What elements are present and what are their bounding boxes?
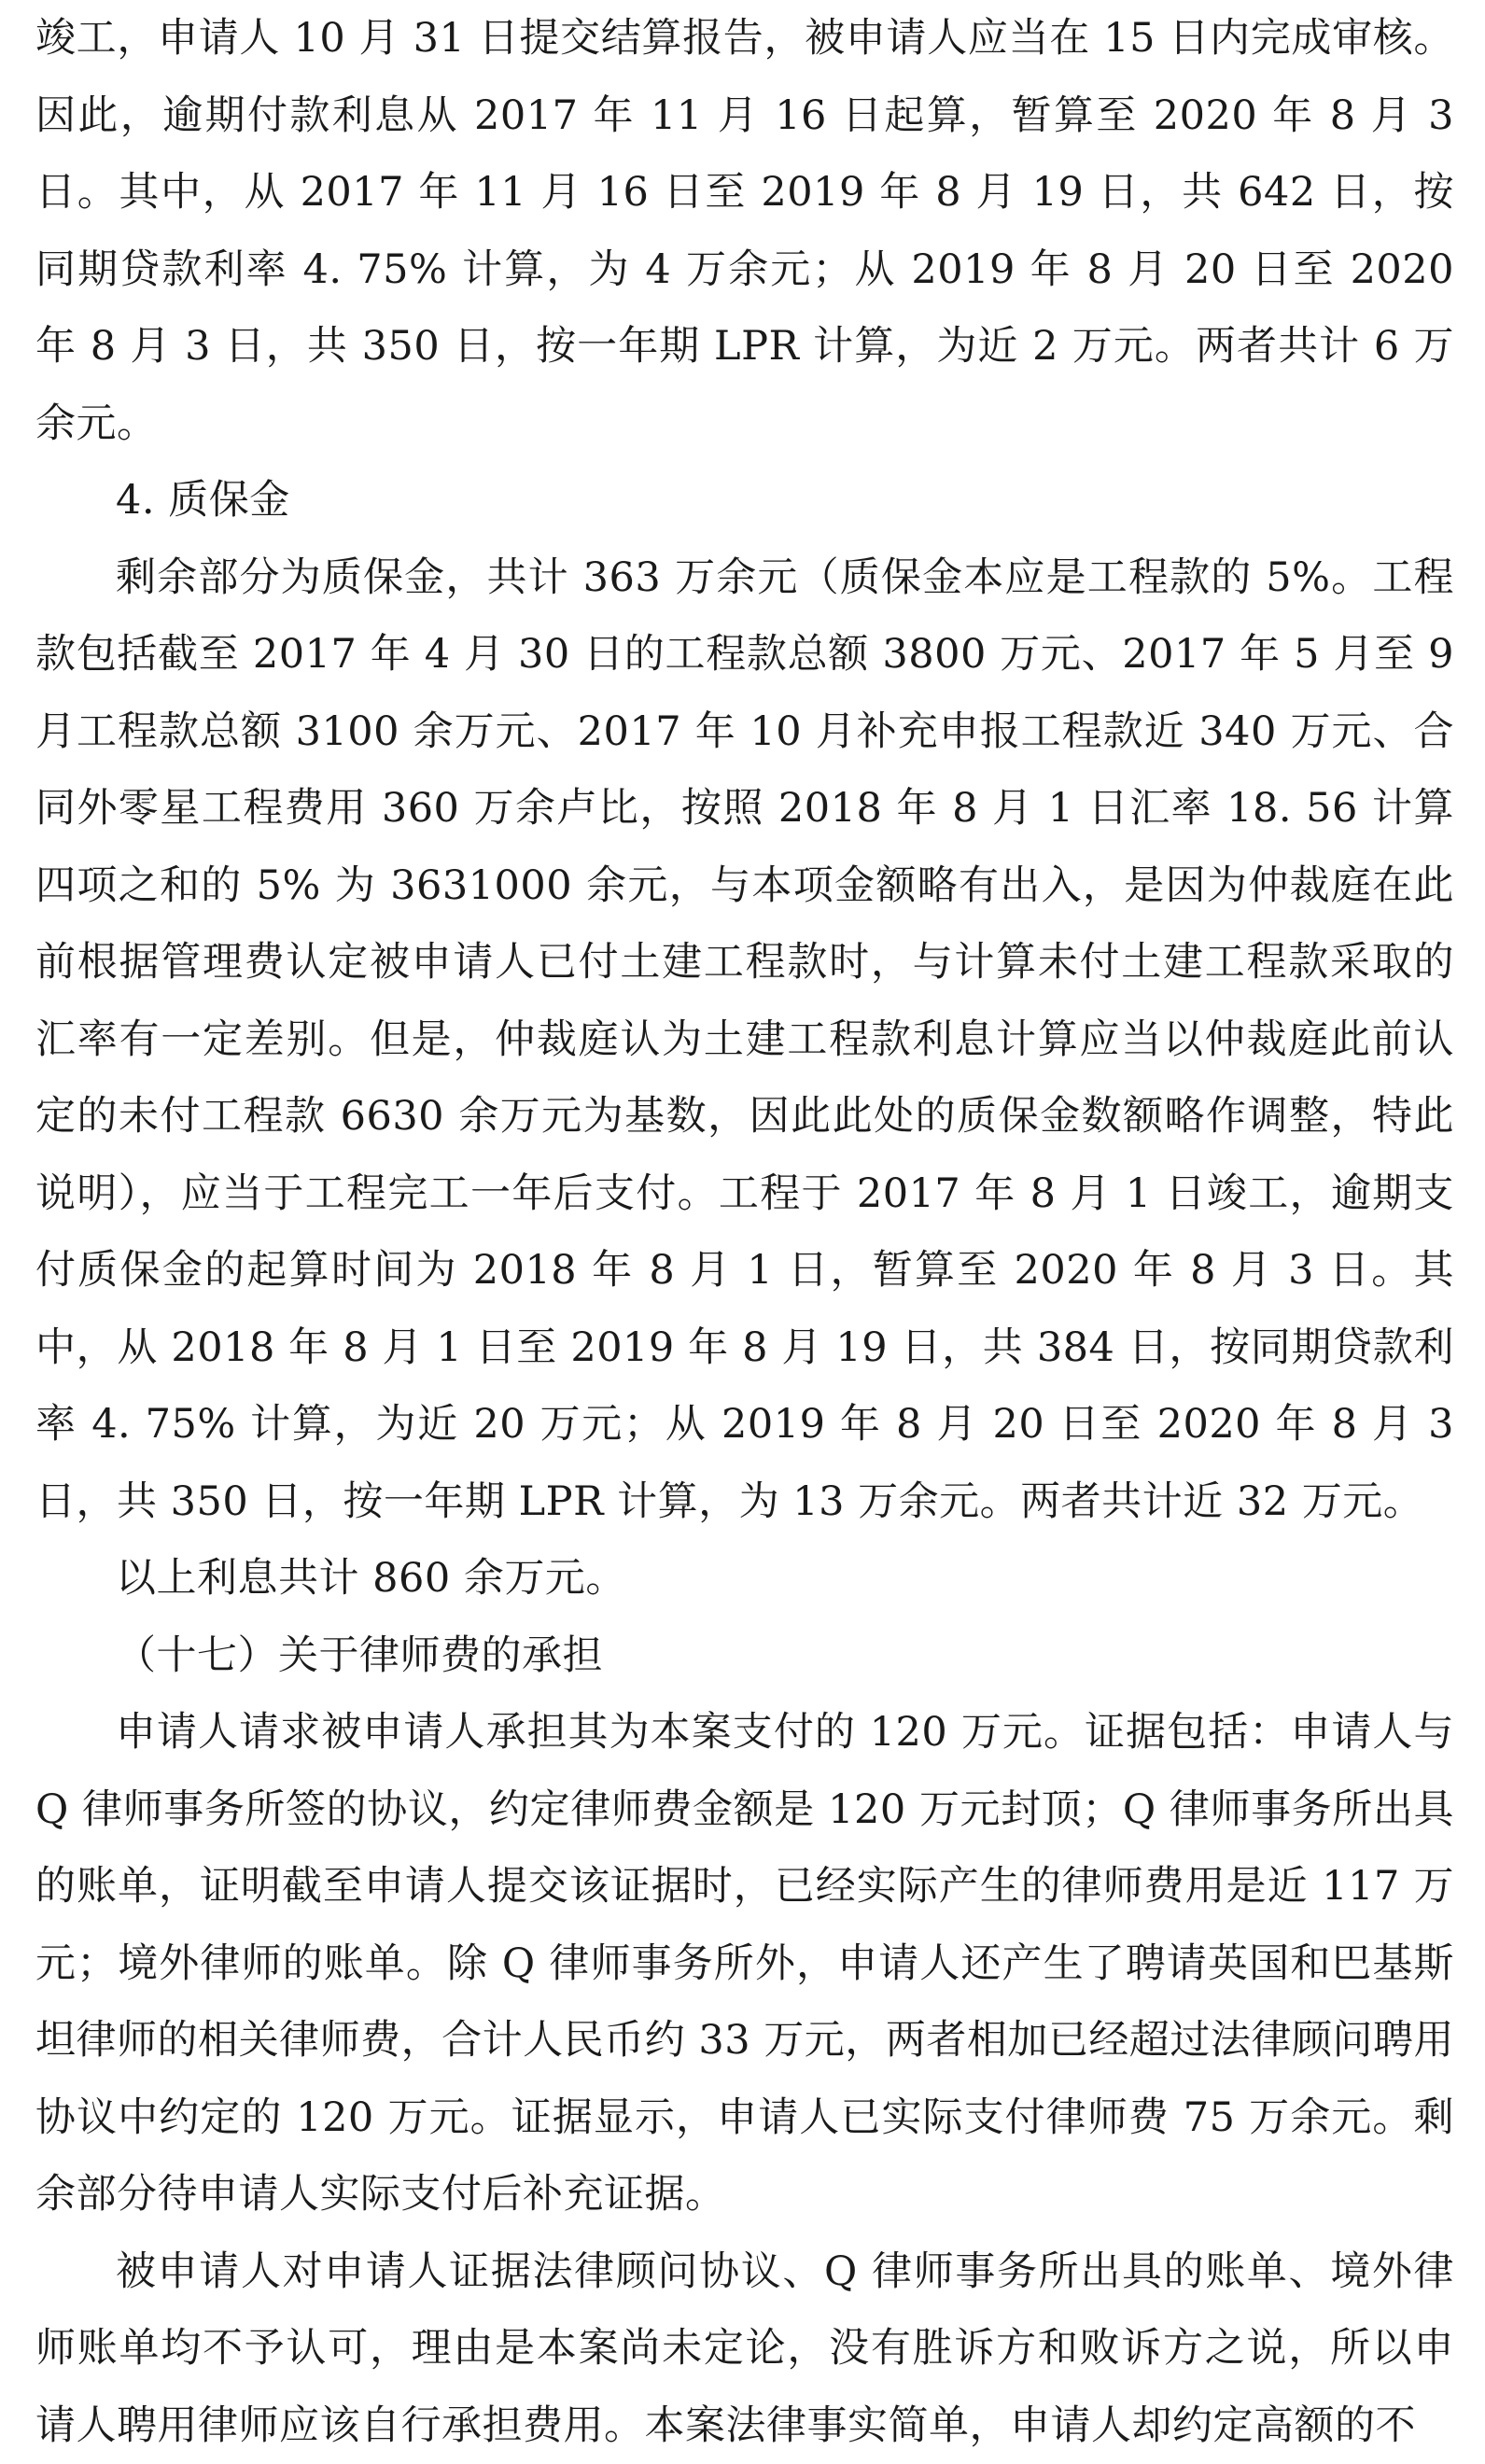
- paragraph-interest-total: 以上利息共计 860 余万元。: [35, 1540, 1454, 1617]
- section-heading-quality-deposit: 4. 质保金: [35, 462, 1454, 539]
- document-body: [35, 0, 1454, 2464]
- paragraph-applicant-claim: 申请人请求被申请人承担其为本案支付的 120 万元。证据包括：申请人与 Q 律师事务所签的协议，约定律师费金额是 120 万元封顶；Q 律师事务所出具的账单，证明截至申请人提交该证据时，已经实际产生的律师费用是近 117 万元；境外律师的账单。除 Q 律师事务所外，申请人还产生了聘请英国和巴基斯坦律师的相关律师费，合计人民币约 33 万元，两者相加已经超过法律顾问聘用协议中约定的 120 万元。证据显示，申请人已实际支付律师费 75 万余元。剩余部分待申请人实际支付后补充证据。: [35, 1694, 1454, 2233]
- section-heading-lawyer-fees: （十七）关于律师费的承担: [35, 1617, 1454, 1695]
- paragraph-respondent-objection: 被申请人对申请人证据法律顾问协议、Q 律师事务所出具的账单、境外律师账单均不予认可，理由是本案尚未定论，没有胜诉方和败诉方之说，所以申请人聘用律师应该自行承担费用。本案法律事实简单，申请人却约定高额的不: [35, 2233, 1454, 2464]
- paragraph-quality-deposit: 剩余部分为质保金，共计 363 万余元（质保金本应是工程款的 5%。工程款包括截至 2017 年 4 月 30 日的工程款总额 3800 万元、2017 年 5 月至 9 月工程款总额 3100 余万元、2017 年 10 月补充申报工程款近 340 万元、合同外零星工程费用 360 万余卢比，按照 2018 年 8 月 1 日汇率 18. 56 计算四项之和的 5% 为 3631000 余元，与本项金额略有出入，是因为仲裁庭在此前根据管理费认定被申请人已付土建工程款时，与计算未付土建工程款采取的汇率有一定差别。但是，仲裁庭认为土建工程款利息计算应当以仲裁庭此前认定的未付工程款 6630 余万元为基数，因此此处的质保金数额略作调整，特此说明），应当于工程完工一年后支付。工程于 2017 年 8 月 1 日竣工，逾期支付质保金的起算时间为 2018 年 8 月 1 日，暂算至 2020 年 8 月 3 日。其中，从 2018 年 8 月 1 日至 2019 年 8 月 19 日，共 384 日，按同期贷款利率 4. 75% 计算，为近 20 万元；从 2019 年 8 月 20 日至 2020 年 8 月 3 日，共 350 日，按一年期 LPR 计算，为 13 万余元。两者共计近 32 万元。: [35, 539, 1454, 1541]
- paragraph-continuation: 竣工，申请人 10 月 31 日提交结算报告，被申请人应当在 15 日内完成审核。因此，逾期付款利息从 2017 年 11 月 16 日起算，暂算至 2020 年 8 月 3 日。其中，从 2017 年 11 月 16 日至 2019 年 8 月 19 日，共 642 日，按同期贷款利率 4. 75% 计算，为 4 万余元；从 2019 年 8 月 20 日至 2020 年 8 月 3 日，共 350 日，按一年期 LPR 计算，为近 2 万元。两者共计 6 万余元。: [35, 0, 1454, 462]
